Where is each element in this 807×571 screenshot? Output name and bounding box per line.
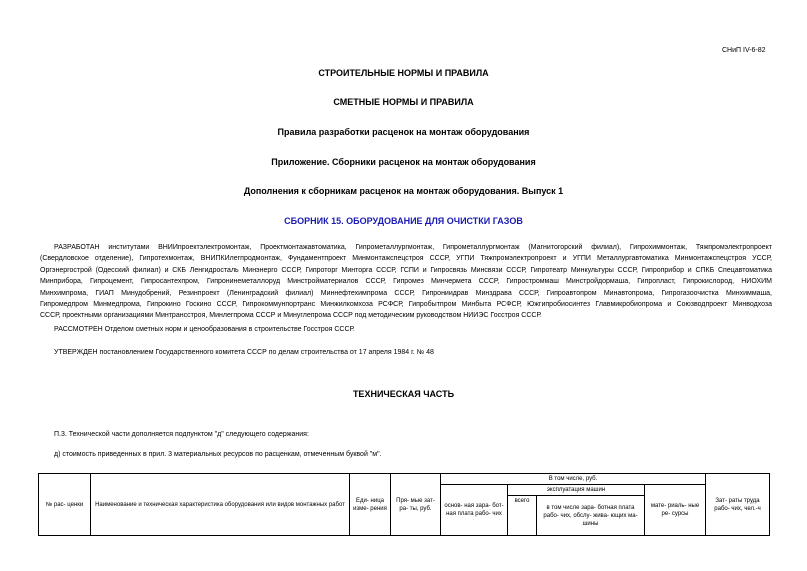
developed-line: Минхимпрома, ГИАП Минудобрений, Резинпроект (Ленинградский филиал) Миннефтехимпрома СССР, Гипрониидрав Минздрава СССР, Гипроавтопром Минавтопрома, Гипрогазоочистка Минхиммаша, — [40, 289, 772, 297]
header-machine-total: всего — [508, 496, 537, 536]
header-rate-number: № рас- ценки — [39, 474, 91, 536]
heading-cost-norms: СМЕТНЫЕ НОРМЫ И ПРАВИЛА — [333, 97, 474, 107]
developed-line: Минприбора, Гипроцемент, Гипросантехпром, Гипронинеметаллоруд Минстройматериалов СССР, Гипромез Минчермета СССР, Гипростроммаш Минстройдормаша, Гипропласт, Гипрокислород, НИОХИМ — [40, 278, 772, 286]
clause-text: П.3. Технической части дополняется подпунктом "д" следующего содержания: — [54, 431, 309, 438]
header-direct-costs: Пря- мые зат- ра- ты, руб. — [391, 474, 441, 536]
header-machine-wage: в том числе зара- ботная плата рабо- чих, обслу- жива- ющих ма- шины — [537, 496, 645, 536]
header-materials: мате- риаль- ные ре- сурсы — [645, 485, 706, 536]
header-machine-operation: эксплуатация машин — [508, 485, 645, 496]
header-including: В том числе, руб. — [441, 474, 706, 485]
clause-d-text: д) стоимость приведенных в прил. 3 материальных ресурсов по расценкам, отмеченным буквой "м". — [54, 451, 382, 458]
developed-line: (Свердловское отделение), Гипротехмонтаж, ВНИПКИлегпродмонтаж, Фундаментпроект Минмонтажспецстроя СССР, УГПИ Тяжпромэлектропроект и УГПИ Металлургавтоматика Минмонтажспецстроя УССР, — [40, 255, 772, 263]
rates-table — [38, 473, 770, 536]
heading-norms: СТРОИТЕЛЬНЫЕ НОРМЫ И ПРАВИЛА — [318, 68, 489, 78]
section-title: ТЕХНИЧЕСКАЯ ЧАСТЬ — [352, 389, 455, 399]
heading-rules: Правила разработки расценок на монтаж оборудования — [277, 127, 530, 137]
header-labor: Зат- раты труда рабо- чих, чел.-ч — [706, 474, 770, 536]
reviewed-text: РАССМОТРЕН Отделом сметных норм и ценообразования в строительстве Госстроя СССР. — [54, 326, 355, 333]
developed-line: Оргэнергострой (Одесский филиал) и СКБ Ленгидросталь Минэнерго СССР, Гипроторг Минторга СССР, ГСПИ и Гипросвязь Минсвязи СССР, Гипротеатр Минкультуры СССР, Гипроприбор и СПКБ Спецавтоматика — [40, 266, 772, 274]
heading-appendix: Приложение. Сборники расценок на монтаж оборудования — [271, 157, 536, 167]
developed-line: РАЗРАБОТАН институтами ВНИИпроектэлектромонтаж, Проектмонтажавтоматика, Гипрометаллургмонтаж, Гипрометаллургмонтаж (Магнитогорский филиал), Гипрохиммонтаж, Тяжпромэлектропроект — [54, 244, 772, 251]
developed-line: СССР, проектными организациями Минтрансстроя, Минлегпрома СССР и Минуглепрома СССР под методическим руководством НИИЭС Госстроя СССР. — [40, 312, 542, 320]
developed-line: Гипромедпром Минмедпрома, Гипрокино Госкино СССР, Гипрокоммунпортранс Минжилкомхоза РСФСР, Гипробытпром Минбыта РСФСР, Южгипробиосинтез Главмикробиопрома и Союзводпроект Минводхоза — [40, 301, 772, 309]
approved-text: УТВЕРЖДЕН постановлением Государственного комитета СССР по делам строительства от 17 апреля 1984 г. № 48 — [54, 349, 434, 356]
header-unit: Еди- ница изме- рения — [350, 474, 391, 536]
developed-paragraph — [40, 242, 772, 322]
heading-additions: Дополнения к сборникам расценок на монтаж оборудования. Выпуск 1 — [243, 186, 564, 196]
collection-title: СБОРНИК 15. ОБОРУДОВАНИЕ ДЛЯ ОЧИСТКИ ГАЗОВ — [284, 216, 523, 226]
header-description: Наименование и техническая характеристика оборудования или видов монтажных работ — [91, 474, 350, 536]
header-base-wage: основ- ная зара- бот- ная плата рабо- чих — [441, 485, 508, 536]
document-code: СНиП IV-6-82 — [722, 47, 766, 54]
